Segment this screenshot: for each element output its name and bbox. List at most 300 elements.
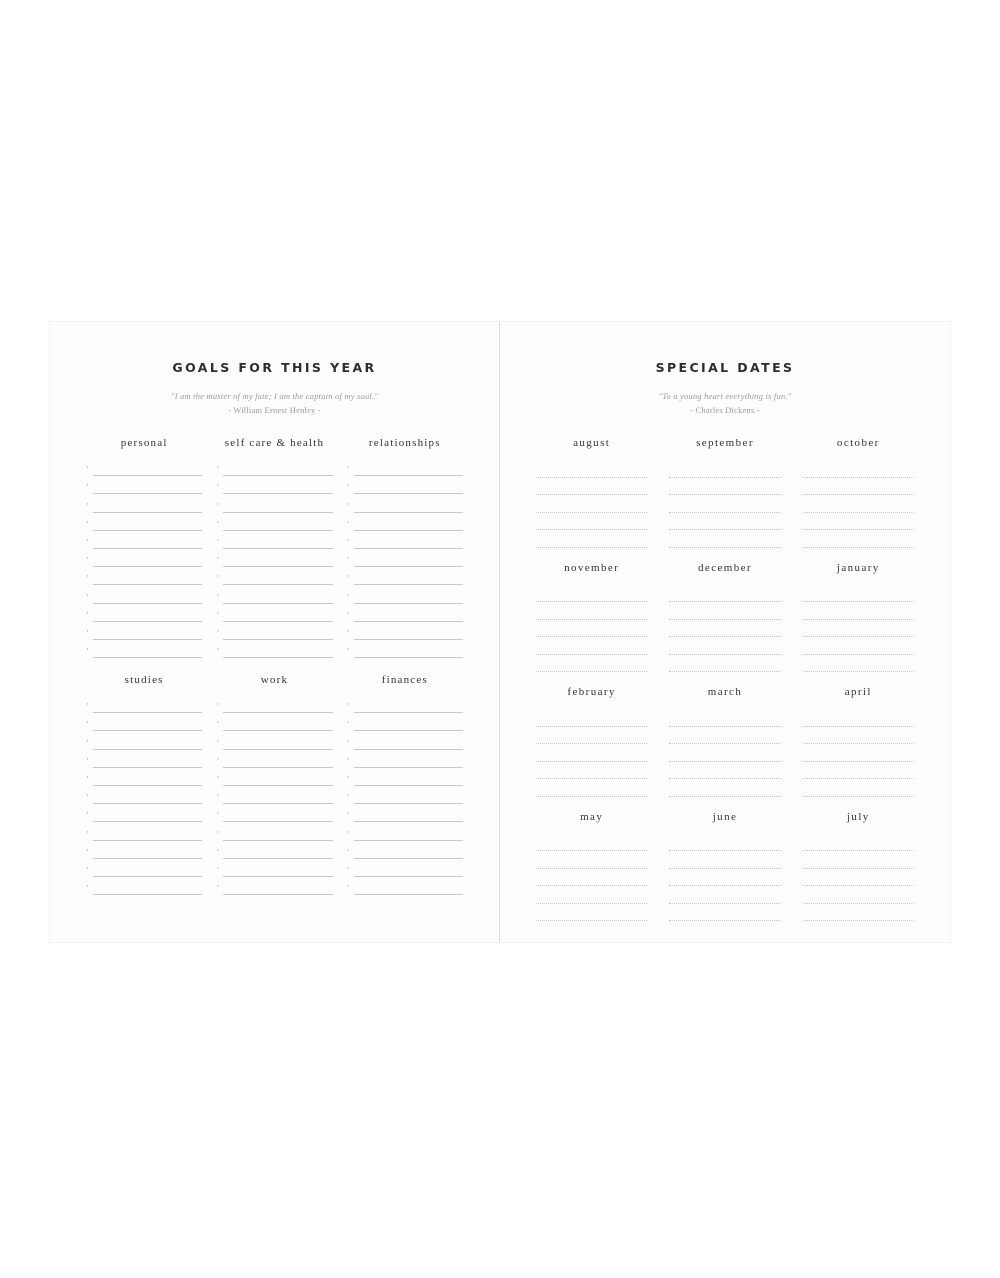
goal-entry-line[interactable] xyxy=(216,695,332,713)
quote-author: - William Ernest Henley - xyxy=(228,405,321,415)
date-entry-line[interactable] xyxy=(669,727,780,745)
date-entry-line[interactable] xyxy=(536,904,647,922)
bullet-icon: · xyxy=(216,571,220,582)
month-block-february xyxy=(536,686,647,797)
month-block-june xyxy=(669,811,780,922)
date-entry-line[interactable] xyxy=(669,530,780,548)
goal-category-label: studies xyxy=(124,674,164,687)
bullet-icon: · xyxy=(216,625,220,636)
writing-rule[interactable] xyxy=(354,803,463,804)
writing-rule[interactable] xyxy=(223,749,332,750)
quote-text: "To a young heart everything is fun." xyxy=(658,391,792,401)
date-entry-line[interactable] xyxy=(669,495,780,513)
goal-entry-line[interactable] xyxy=(216,513,332,531)
bullet-icon: · xyxy=(346,735,350,746)
bullet-icon: · xyxy=(86,735,89,746)
date-entry-line[interactable] xyxy=(536,727,647,745)
date-entry-line[interactable] xyxy=(536,834,647,852)
goal-entry-line[interactable] xyxy=(347,458,463,476)
page-special-dates xyxy=(500,322,950,942)
bullet-icon: · xyxy=(346,571,350,582)
date-entry-line[interactable] xyxy=(803,834,914,852)
month-block-may xyxy=(536,811,647,922)
bullet-icon: · xyxy=(346,553,350,564)
date-entry-line[interactable] xyxy=(669,851,780,869)
goal-entry-line[interactable] xyxy=(347,585,463,603)
date-entry-line[interactable] xyxy=(536,478,647,496)
date-entry-line[interactable] xyxy=(669,655,780,673)
bullet-icon: · xyxy=(346,881,350,892)
writing-rule[interactable] xyxy=(354,712,463,713)
writing-rule[interactable] xyxy=(223,512,332,513)
writing-rule[interactable] xyxy=(93,730,202,731)
writing-rule[interactable] xyxy=(354,894,463,895)
date-entry-line[interactable] xyxy=(669,602,780,620)
writing-rule[interactable] xyxy=(93,639,202,640)
bullet-icon: · xyxy=(216,553,220,564)
goal-entry-line[interactable] xyxy=(347,713,463,731)
writing-rule[interactable] xyxy=(93,749,202,750)
bullet-icon: · xyxy=(86,607,89,618)
goal-entry-line[interactable] xyxy=(216,494,332,512)
quote-author: - Charles Dickens - xyxy=(690,405,760,415)
writing-rule[interactable] xyxy=(93,840,202,841)
goal-entry-line[interactable] xyxy=(347,877,463,895)
date-entry-line[interactable] xyxy=(669,460,780,478)
month-block-april xyxy=(803,686,914,797)
goal-entry-line[interactable] xyxy=(216,622,332,640)
date-entry-line[interactable] xyxy=(669,834,780,852)
goal-entry-line[interactable] xyxy=(86,513,202,531)
date-entry-line[interactable] xyxy=(669,620,780,638)
date-entry-line[interactable] xyxy=(669,637,780,655)
month-block-january xyxy=(803,562,914,673)
writing-rule[interactable] xyxy=(93,858,202,859)
date-entry-line[interactable] xyxy=(669,886,780,904)
bullet-icon: · xyxy=(86,826,89,837)
writing-rule[interactable] xyxy=(93,712,202,713)
goal-entry-line[interactable] xyxy=(216,604,332,622)
goal-entry-line[interactable] xyxy=(216,859,332,877)
date-entry-line[interactable] xyxy=(536,530,647,548)
month-label: november xyxy=(564,561,620,574)
date-entry-line[interactable] xyxy=(669,904,780,922)
writing-rule[interactable] xyxy=(223,712,332,713)
goal-entry-line[interactable] xyxy=(347,567,463,585)
date-entry-line[interactable] xyxy=(669,869,780,887)
bullet-icon: · xyxy=(216,881,220,892)
writing-rule[interactable] xyxy=(223,530,332,531)
writing-rule[interactable] xyxy=(223,639,332,640)
goal-entry-line[interactable] xyxy=(86,585,202,603)
date-entry-line[interactable] xyxy=(536,851,647,869)
writing-rule[interactable] xyxy=(93,566,202,567)
writing-rule[interactable] xyxy=(354,603,463,604)
date-entry-line[interactable] xyxy=(803,727,914,745)
goal-entry-line[interactable] xyxy=(347,622,463,640)
date-entry-line[interactable] xyxy=(536,762,647,780)
goal-entry-line[interactable] xyxy=(86,731,202,749)
date-entry-line[interactable] xyxy=(536,495,647,513)
writing-rule[interactable] xyxy=(93,512,202,513)
goal-lines xyxy=(347,695,463,895)
bullet-icon: · xyxy=(86,881,89,892)
goal-entry-line[interactable] xyxy=(86,804,202,822)
goal-category-relationships xyxy=(347,437,463,658)
goal-entry-line[interactable] xyxy=(216,640,332,658)
goal-entry-line[interactable] xyxy=(86,822,202,840)
writing-rule[interactable] xyxy=(223,821,332,822)
date-entry-line[interactable] xyxy=(536,744,647,762)
bullet-icon: · xyxy=(346,644,350,655)
goal-entry-line[interactable] xyxy=(347,640,463,658)
goal-entry-line[interactable] xyxy=(347,513,463,531)
date-entry-line[interactable] xyxy=(536,655,647,673)
writing-rule[interactable] xyxy=(93,803,202,804)
date-entry-line[interactable] xyxy=(803,779,914,797)
goal-entry-line[interactable] xyxy=(86,841,202,859)
bullet-icon: · xyxy=(346,625,350,636)
goal-entry-line[interactable] xyxy=(86,713,202,731)
writing-rule[interactable] xyxy=(354,749,463,750)
goal-entry-line[interactable] xyxy=(86,531,202,549)
bullet-icon: · xyxy=(86,498,89,509)
writing-rule[interactable] xyxy=(223,475,332,476)
goal-entry-line[interactable] xyxy=(86,768,202,786)
date-entry-line[interactable] xyxy=(803,585,914,603)
goal-entry-line[interactable] xyxy=(216,786,332,804)
date-entry-line[interactable] xyxy=(803,869,914,887)
date-entry-line[interactable] xyxy=(536,602,647,620)
writing-rule[interactable] xyxy=(223,767,332,768)
goal-lines xyxy=(216,458,332,658)
month-block-october xyxy=(803,437,914,548)
date-entry-line[interactable] xyxy=(803,637,914,655)
bullet-icon: · xyxy=(216,826,220,837)
month-label: june xyxy=(712,810,738,823)
bullet-icon: · xyxy=(216,808,220,819)
writing-rule[interactable] xyxy=(93,821,202,822)
date-entry-line[interactable] xyxy=(536,513,647,531)
bullet-icon: · xyxy=(216,790,220,801)
bullet-icon: · xyxy=(346,862,350,873)
goal-entry-line[interactable] xyxy=(86,786,202,804)
date-entry-line[interactable] xyxy=(536,460,647,478)
writing-rule[interactable] xyxy=(223,730,332,731)
bullet-icon: · xyxy=(216,735,220,746)
writing-rule[interactable] xyxy=(223,785,332,786)
bullet-icon: · xyxy=(86,516,89,527)
bullet-icon: · xyxy=(346,607,350,618)
goal-lines xyxy=(86,695,202,895)
goal-entry-line[interactable] xyxy=(86,622,202,640)
bullet-icon: · xyxy=(346,808,350,819)
goal-category-label: personal xyxy=(120,437,168,449)
writing-rule[interactable] xyxy=(354,621,463,622)
bullet-icon: · xyxy=(86,790,89,801)
bullet-icon: · xyxy=(86,753,89,764)
bullet-icon: · xyxy=(346,790,350,801)
date-entry-line[interactable] xyxy=(536,637,647,655)
bullet-icon: · xyxy=(346,772,350,782)
goal-entry-line[interactable] xyxy=(347,859,463,877)
writing-rule[interactable] xyxy=(93,894,202,895)
bullet-icon: · xyxy=(216,844,220,855)
bullet-icon: · xyxy=(216,753,220,764)
writing-rule[interactable] xyxy=(354,785,463,786)
goal-entry-line[interactable] xyxy=(216,841,332,859)
goal-entry-line[interactable] xyxy=(216,750,332,768)
goal-entry-line[interactable] xyxy=(216,458,332,476)
bullet-icon: · xyxy=(216,589,220,600)
bullet-icon: · xyxy=(216,480,220,491)
goal-entry-line[interactable] xyxy=(86,877,202,895)
bullet-icon: · xyxy=(346,826,350,837)
bullet-icon: · xyxy=(216,516,220,527)
date-entry-line[interactable] xyxy=(803,530,914,548)
date-entry-line[interactable] xyxy=(803,744,914,762)
writing-rule[interactable] xyxy=(223,858,332,859)
writing-rule[interactable] xyxy=(354,730,463,731)
writing-rule[interactable] xyxy=(93,785,202,786)
bullet-icon: · xyxy=(216,644,220,655)
date-entry-line[interactable] xyxy=(803,904,914,922)
date-entry-line[interactable] xyxy=(803,709,914,727)
month-label: april xyxy=(844,686,872,698)
bullet-icon: · xyxy=(86,589,89,600)
writing-rule[interactable] xyxy=(354,767,463,768)
goal-entry-line[interactable] xyxy=(347,604,463,622)
writing-rule[interactable] xyxy=(354,876,463,877)
page-title: SPECIAL DATES xyxy=(655,360,795,375)
date-entry-line[interactable] xyxy=(536,709,647,727)
goal-entry-line[interactable] xyxy=(86,567,202,585)
goal-entry-line[interactable] xyxy=(86,640,202,658)
bullet-icon: · xyxy=(216,717,220,728)
month-label: january xyxy=(836,561,880,574)
writing-rule[interactable] xyxy=(223,876,332,877)
goal-entry-line[interactable] xyxy=(347,494,463,512)
writing-rule[interactable] xyxy=(223,621,332,622)
goal-entry-line[interactable] xyxy=(347,822,463,840)
writing-rule[interactable] xyxy=(223,566,332,567)
bullet-icon: · xyxy=(346,480,350,491)
date-entry-line[interactable] xyxy=(669,762,780,780)
writing-rule[interactable] xyxy=(93,493,202,494)
goal-category-label: relationships xyxy=(368,437,441,449)
goal-entry-line[interactable] xyxy=(347,549,463,567)
bullet-icon: · xyxy=(86,553,89,564)
writing-rule[interactable] xyxy=(93,584,202,585)
writing-rule[interactable] xyxy=(354,821,463,822)
bullet-icon: · xyxy=(216,534,220,545)
date-entry-line[interactable] xyxy=(536,869,647,887)
goal-lines xyxy=(216,695,332,895)
writing-rule[interactable] xyxy=(93,475,202,476)
goal-category-personal xyxy=(86,437,202,658)
date-entry-line[interactable] xyxy=(803,762,914,780)
date-entry-line[interactable] xyxy=(803,620,914,638)
goal-entry-line[interactable] xyxy=(347,804,463,822)
goal-entry-line[interactable] xyxy=(347,531,463,549)
goal-entry-line[interactable] xyxy=(216,549,332,567)
goal-entry-line[interactable] xyxy=(347,750,463,768)
bullet-icon: · xyxy=(346,699,350,710)
writing-rule[interactable] xyxy=(223,548,332,549)
bullet-icon: · xyxy=(216,772,220,782)
goal-entry-line[interactable] xyxy=(347,731,463,749)
writing-rule[interactable] xyxy=(354,584,463,585)
date-entry-line[interactable] xyxy=(536,620,647,638)
month-block-march xyxy=(669,686,780,797)
writing-rule[interactable] xyxy=(223,894,332,895)
bullet-icon: · xyxy=(86,571,89,582)
writing-rule[interactable] xyxy=(223,803,332,804)
bullet-icon: · xyxy=(86,480,89,491)
goal-entry-line[interactable] xyxy=(216,567,332,585)
writing-rule[interactable] xyxy=(93,548,202,549)
bullet-icon: · xyxy=(346,589,350,600)
goal-category-studies xyxy=(86,674,202,895)
writing-rule[interactable] xyxy=(354,475,463,476)
bullet-icon: · xyxy=(346,498,350,509)
bullet-icon: · xyxy=(346,717,350,728)
writing-rule[interactable] xyxy=(354,548,463,549)
goal-entry-line[interactable] xyxy=(86,750,202,768)
goal-entry-line[interactable] xyxy=(216,768,332,786)
writing-rule[interactable] xyxy=(93,530,202,531)
writing-rule[interactable] xyxy=(223,840,332,841)
writing-rule[interactable] xyxy=(223,493,332,494)
bullet-icon: · xyxy=(86,644,89,655)
date-entry-line[interactable] xyxy=(669,478,780,496)
month-label: february xyxy=(567,686,616,698)
bullet-icon: · xyxy=(346,753,350,764)
goal-entry-line[interactable] xyxy=(347,786,463,804)
goal-lines xyxy=(86,458,202,658)
writing-rule[interactable] xyxy=(354,657,463,658)
bullet-icon: · xyxy=(216,607,220,618)
goal-entry-line[interactable] xyxy=(86,859,202,877)
month-label: march xyxy=(707,686,743,698)
date-entry-line[interactable] xyxy=(669,513,780,531)
date-entry-line[interactable] xyxy=(669,744,780,762)
goal-entry-line[interactable] xyxy=(216,877,332,895)
date-entry-line[interactable] xyxy=(803,478,914,496)
month-block-august xyxy=(536,437,647,548)
goal-entry-line[interactable] xyxy=(216,731,332,749)
page-goals-for-this-year xyxy=(50,322,500,942)
writing-rule[interactable] xyxy=(354,530,463,531)
goal-entry-line[interactable] xyxy=(86,494,202,512)
bullet-icon: · xyxy=(216,862,220,873)
bullet-icon: · xyxy=(346,462,350,473)
goal-entry-line[interactable] xyxy=(86,695,202,713)
bullet-icon: · xyxy=(86,699,89,710)
writing-rule[interactable] xyxy=(93,621,202,622)
writing-rule[interactable] xyxy=(223,584,332,585)
bullet-icon: · xyxy=(216,699,220,710)
goal-entry-line[interactable] xyxy=(216,822,332,840)
page-title: GOALS FOR THIS YEAR xyxy=(172,360,377,375)
bullet-icon: · xyxy=(86,717,89,728)
date-entry-line[interactable] xyxy=(803,602,914,620)
date-entry-line[interactable] xyxy=(803,460,914,478)
bullet-icon: · xyxy=(216,462,220,473)
date-entry-line[interactable] xyxy=(536,779,647,797)
date-entry-line[interactable] xyxy=(669,709,780,727)
goal-entry-line[interactable] xyxy=(86,476,202,494)
date-entry-line[interactable] xyxy=(803,886,914,904)
goal-entry-line[interactable] xyxy=(86,549,202,567)
goal-entry-line[interactable] xyxy=(347,841,463,859)
writing-rule[interactable] xyxy=(354,639,463,640)
months-grid xyxy=(536,437,914,921)
goal-entry-line[interactable] xyxy=(216,804,332,822)
goal-entry-line[interactable] xyxy=(86,604,202,622)
writing-rule[interactable] xyxy=(93,876,202,877)
date-entry-line[interactable] xyxy=(803,513,914,531)
writing-rule[interactable] xyxy=(223,657,332,658)
goal-category-label: work xyxy=(260,674,289,687)
goal-entry-line[interactable] xyxy=(347,768,463,786)
month-label: october xyxy=(836,437,880,449)
writing-rule[interactable] xyxy=(354,493,463,494)
writing-rule[interactable] xyxy=(93,767,202,768)
date-entry-line[interactable] xyxy=(803,495,914,513)
goal-entry-line[interactable] xyxy=(216,585,332,603)
bullet-icon: · xyxy=(346,534,350,545)
month-block-december xyxy=(669,562,780,673)
bullet-icon: · xyxy=(86,844,89,855)
date-entry-line[interactable] xyxy=(669,585,780,603)
date-entry-line[interactable] xyxy=(803,851,914,869)
writing-rule[interactable] xyxy=(354,512,463,513)
date-entry-line[interactable] xyxy=(536,585,647,603)
month-label: december xyxy=(698,561,752,574)
bullet-icon: · xyxy=(86,808,89,819)
goal-category-self-care-health xyxy=(216,437,332,658)
date-entry-line[interactable] xyxy=(669,779,780,797)
goal-entry-line[interactable] xyxy=(86,458,202,476)
writing-rule[interactable] xyxy=(354,840,463,841)
bullet-icon: · xyxy=(86,462,89,473)
date-entry-line[interactable] xyxy=(803,655,914,673)
month-label: may xyxy=(580,810,604,823)
writing-rule[interactable] xyxy=(93,603,202,604)
goal-entry-line[interactable] xyxy=(216,476,332,494)
goals-grid xyxy=(86,437,463,895)
goal-entry-line[interactable] xyxy=(216,713,332,731)
goal-entry-line[interactable] xyxy=(347,695,463,713)
goal-category-work xyxy=(216,674,332,895)
goal-entry-line[interactable] xyxy=(347,476,463,494)
month-block-september xyxy=(669,437,780,548)
month-label: august xyxy=(573,437,611,449)
bullet-icon: · xyxy=(216,498,220,509)
date-entry-line[interactable] xyxy=(536,886,647,904)
writing-rule[interactable] xyxy=(93,657,202,658)
writing-rule[interactable] xyxy=(354,566,463,567)
writing-rule[interactable] xyxy=(354,858,463,859)
quote-text: "I am the master of my fate; I am the captain of my soul." xyxy=(170,391,379,401)
writing-rule[interactable] xyxy=(223,603,332,604)
bullet-icon: · xyxy=(86,772,89,782)
bullet-icon: · xyxy=(346,516,350,527)
goal-entry-line[interactable] xyxy=(216,531,332,549)
goal-category-finances xyxy=(347,674,463,895)
bullet-icon: · xyxy=(346,844,350,855)
